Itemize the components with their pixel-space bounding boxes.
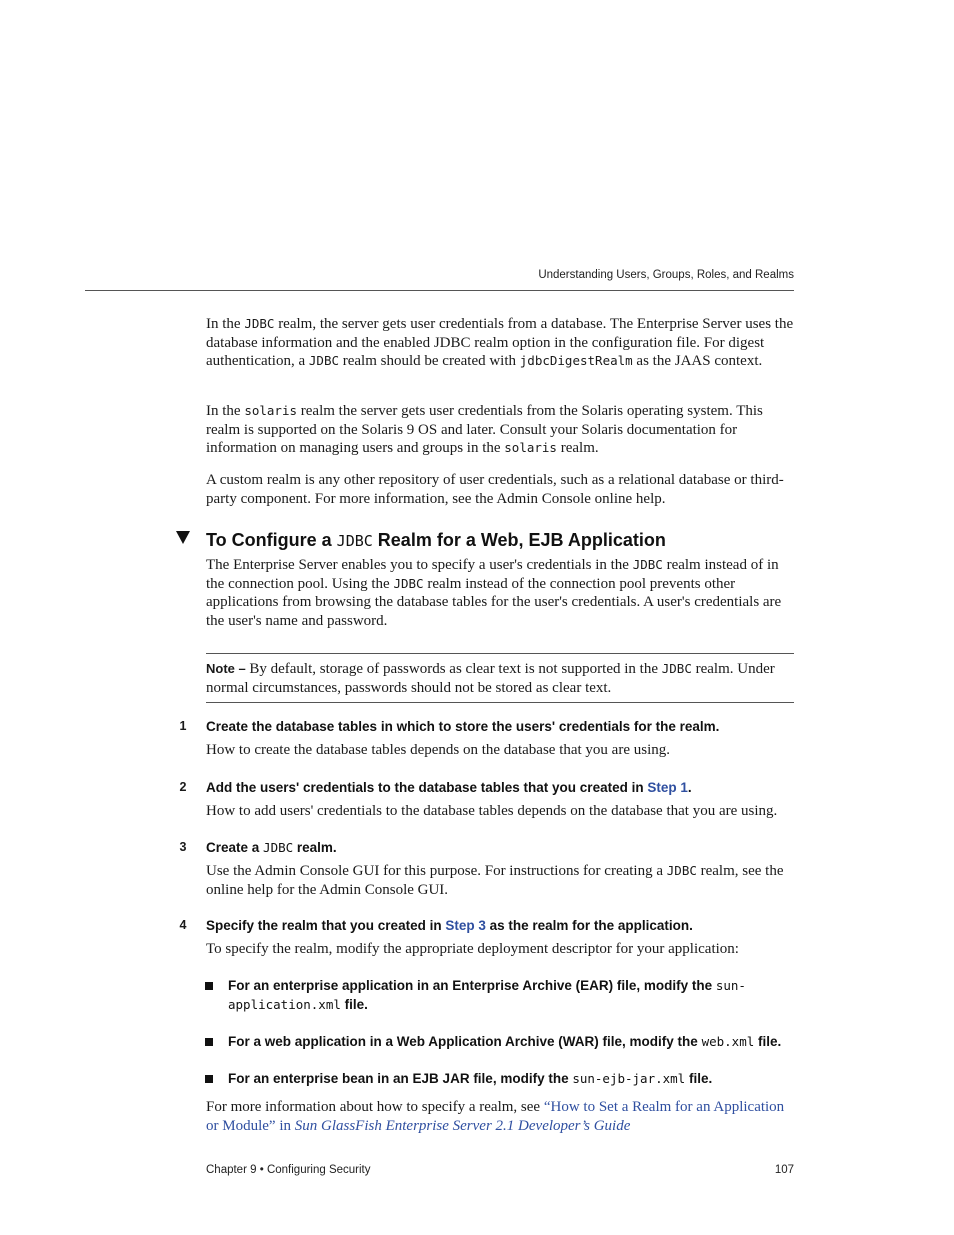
chapter-label: Chapter 9: [206, 1164, 257, 1176]
text: Specify the realm that you created in: [206, 918, 446, 933]
step-title: Create the database tables in which to store the users' credentials for the realm.: [206, 719, 720, 734]
text: How to add users' credentials to the database tables depends on the database that you are using.: [206, 803, 778, 819]
paragraph-solaris-realm: [206, 402, 796, 458]
step-number: 3: [179, 840, 187, 854]
note-label: Note –: [206, 661, 250, 676]
text: For more information about how to specify a realm, see: [206, 1099, 544, 1115]
text: In the: [206, 403, 245, 419]
code-filename: sun-application.xml: [228, 978, 746, 1012]
text: By default, storage of passwords as clear text is not supported in the: [249, 661, 662, 677]
step-title: [206, 839, 806, 857]
step-number: 2: [179, 780, 187, 794]
code-filename: web.xml: [701, 1034, 755, 1049]
step-body: [206, 940, 796, 959]
code-jdbc: JDBC: [308, 353, 339, 368]
step-title: [206, 917, 806, 935]
text: realm, see the online help for the Admin Console GUI.: [206, 863, 784, 898]
code-jdbc: JDBC: [632, 557, 663, 572]
step-number: 4: [179, 918, 187, 932]
text: .: [687, 780, 692, 795]
section-label: Configuring Security: [266, 1164, 371, 1176]
text: The Enterprise Server enables you to specify a user's credentials in the: [206, 557, 633, 573]
text: realm.: [556, 440, 599, 456]
footer-chapter: [206, 1164, 371, 1176]
procedure-triangle-icon: [176, 531, 190, 544]
text: as the realm for the application.: [485, 918, 693, 933]
bullet-item: [228, 977, 788, 1014]
text: realm instead of the connection pool prevents other applications from browsing the database tables for the user's credentials. A user's credentials are the user's name and password.: [206, 575, 782, 629]
step-3-link[interactable]: Step 3: [445, 918, 486, 933]
text: Add the users' credentials to the database tables that you created in: [206, 780, 648, 795]
text: Create a: [206, 840, 264, 855]
text: realm the server gets user credentials from the Solaris operating system. This realm is supported on the Solaris 9 OS and later. Consult your Solaris documentation for information on managing users and groups in the: [206, 403, 763, 456]
step-title: [206, 779, 806, 797]
code-jdbc: JDBC: [666, 863, 697, 878]
text: file.: [340, 996, 368, 1012]
more-info: [206, 1098, 796, 1135]
code-jdbc: JDBC: [244, 316, 275, 331]
procedure-title: [206, 528, 806, 553]
text: realm. Under normal circumstances, passwords should not be stored as clear text.: [206, 661, 775, 696]
text: file.: [685, 1071, 713, 1086]
bullet-item: [228, 1070, 788, 1089]
text: file.: [754, 1034, 782, 1049]
text: How to create the database tables depends on the database that you are using.: [206, 742, 670, 758]
text: realm.: [293, 840, 337, 855]
text: For an enterprise bean in an EJB JAR file, modify the: [228, 1071, 573, 1086]
code-jdbc: JDBC: [661, 661, 692, 676]
code-filename: sun-ejb-jar.xml: [572, 1071, 686, 1086]
text: For a web application in a Web Application Archive (WAR) file, modify the: [228, 1034, 702, 1049]
bullet-item: [228, 1033, 788, 1052]
step-body: [206, 741, 796, 760]
text: To specify the realm, modify the appropriate deployment descriptor for your application:: [206, 941, 739, 957]
paragraph-custom-realm: [206, 471, 796, 508]
text: Use the Admin Console GUI for this purpose. For instructions for creating a: [206, 863, 667, 879]
text: realm should be created with: [339, 353, 520, 369]
text: realm instead of in the connection pool. Using the: [206, 557, 779, 592]
step-body: [206, 862, 796, 899]
text: A custom realm is any other repository of user credentials, such as a relational database or third-party component. For more information, see the Admin Console online help.: [206, 472, 784, 507]
note: [206, 660, 796, 697]
step-1-link[interactable]: Step 1: [647, 780, 688, 795]
code-solaris: solaris: [244, 403, 298, 418]
text: as the JAAS context.: [632, 353, 763, 369]
bullet-square-icon: [205, 1075, 213, 1083]
link-text: “How to Set a Realm for an Application or Module” in: [206, 1099, 785, 1134]
code-jdbc: JDBC: [336, 532, 373, 550]
step-body: [206, 802, 796, 821]
code-jdbc-digest-realm: jdbcDigestRealm: [519, 353, 633, 368]
step-number: 1: [179, 719, 187, 733]
code-jdbc: JDBC: [263, 840, 294, 855]
paragraph-jdbc-realm: [206, 315, 796, 371]
text: To Configure a: [206, 530, 337, 550]
book-title: Sun GlassFish Enterprise Server 2.1 Developer’s Guide: [294, 1117, 631, 1134]
procedure-intro: [206, 556, 796, 630]
bullet-square-icon: [205, 982, 213, 990]
code-jdbc: JDBC: [393, 575, 424, 591]
text: realm, the server gets user credentials from a database. The Enterprise Server uses the database information and the enabled JDBC realm option in the configuration file. For digest authentication, a: [206, 316, 794, 369]
text: In the: [206, 316, 245, 332]
code-solaris: solaris: [504, 440, 557, 455]
text: For an enterprise application in an Enterprise Archive (EAR) file, modify the: [228, 978, 716, 993]
header-rule: [85, 290, 794, 291]
bullet-separator: •: [259, 1164, 264, 1176]
text: Realm for a Web, EJB Application: [372, 530, 666, 550]
running-head: Understanding Users, Groups, Roles, and Realms: [538, 269, 794, 281]
bullet-square-icon: [205, 1038, 213, 1046]
page-number: 107: [774, 1164, 794, 1176]
